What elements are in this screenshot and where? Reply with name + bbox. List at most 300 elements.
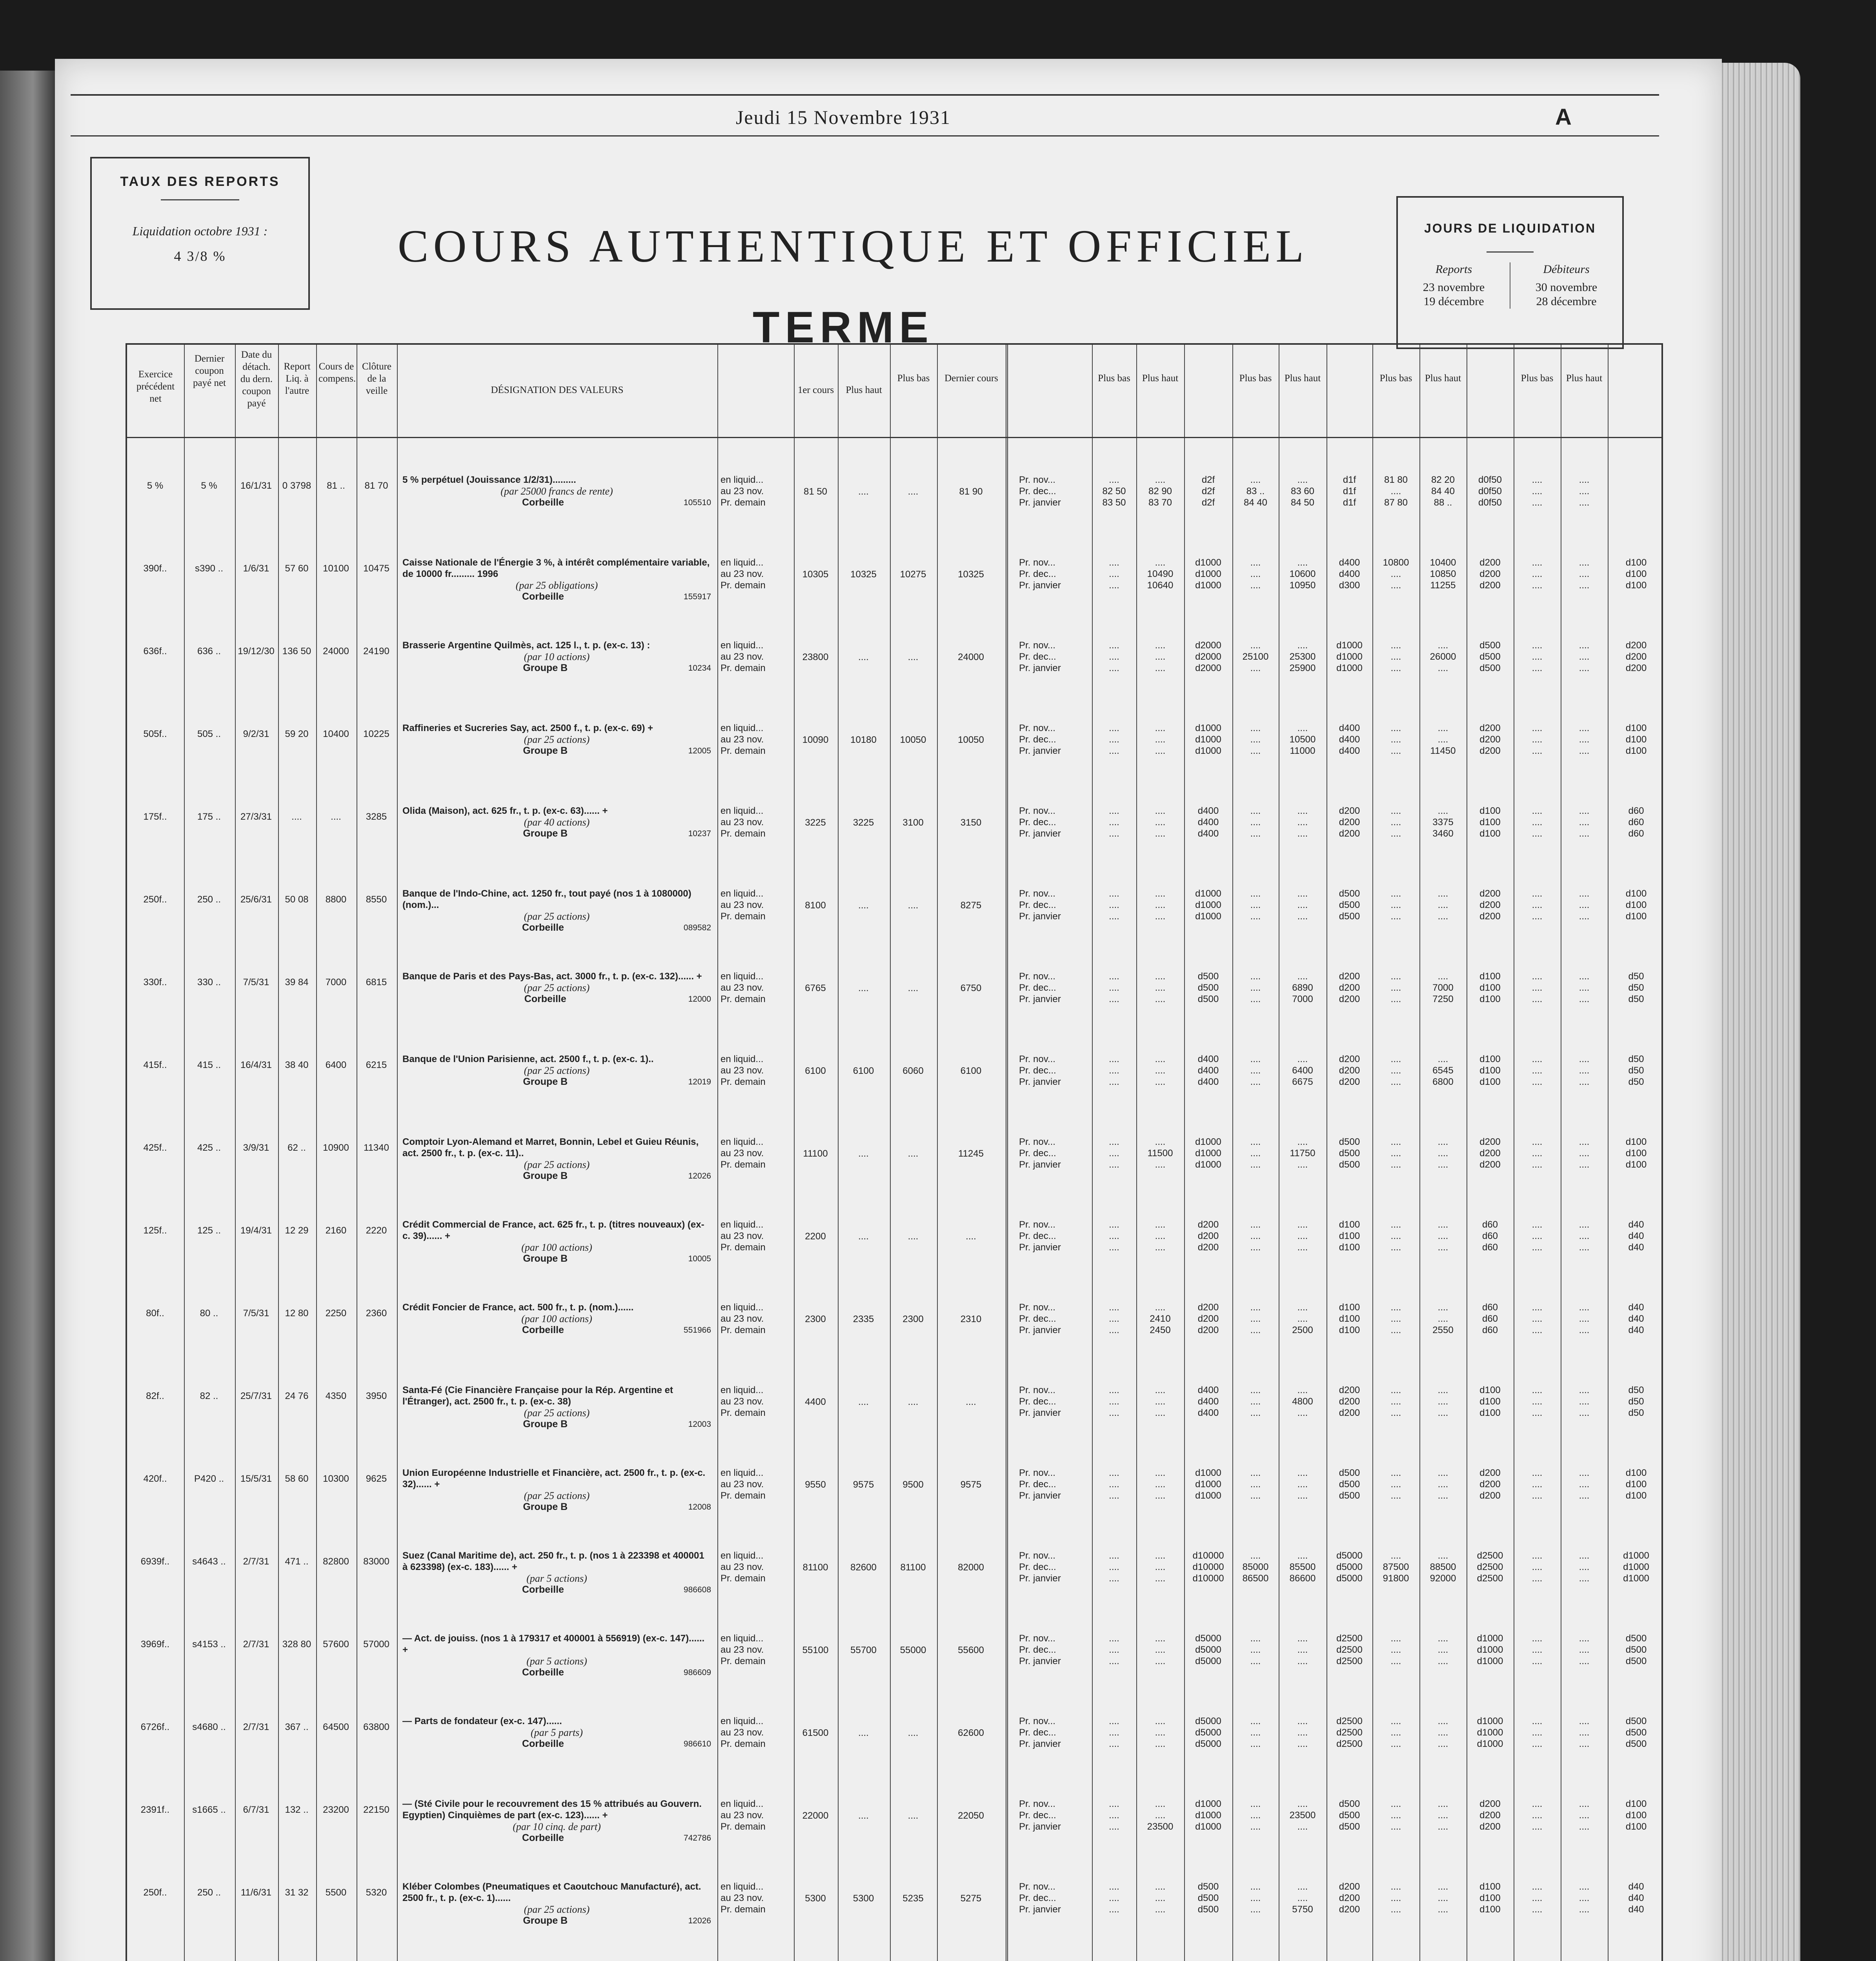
forward-high-value: .... xyxy=(1579,1302,1590,1313)
plus-bas-value: .... xyxy=(908,652,919,662)
plus-haut-value: .... xyxy=(858,1397,869,1407)
premium-value: d5000 xyxy=(1195,1656,1221,1666)
forward-high-values xyxy=(1281,1881,1324,1915)
forward-high-value: .... xyxy=(1437,1633,1448,1644)
forward-low-values xyxy=(1375,805,1417,839)
premium-value: d100 xyxy=(1625,723,1647,733)
settlement-label: au 23 nov. xyxy=(721,1810,764,1821)
forward-low-value: .... xyxy=(1250,580,1261,591)
security-name: Union Européenne Industrielle et Financière, act. 2500 fr., t. p. (ex-c. 32)...... + xyxy=(402,1468,706,1490)
forward-low-value: .... xyxy=(1250,1821,1261,1832)
lot-size: (par 5 parts) xyxy=(531,1727,583,1738)
security-code: 155917 xyxy=(683,592,711,601)
premium-value: d1000 xyxy=(1477,1716,1503,1726)
forward-high-value: .... xyxy=(1297,817,1308,828)
settlement-labels xyxy=(721,557,792,591)
forward-low-values xyxy=(1094,1384,1134,1419)
forward-low-value: .... xyxy=(1250,994,1261,1004)
premium-value: d500 xyxy=(1339,888,1360,899)
forward-high-value: 7250 xyxy=(1432,994,1454,1004)
premium-value: d500 xyxy=(1197,1881,1219,1892)
exercice-value: 3969f.. xyxy=(140,1639,170,1650)
designation xyxy=(402,640,711,674)
forward-low-values xyxy=(1094,557,1134,591)
premium-value: d1000 xyxy=(1195,1799,1221,1809)
premium-value: d400 xyxy=(1197,1385,1219,1395)
dernier-cours-value: 10050 xyxy=(958,735,984,745)
security-code: 089582 xyxy=(683,923,711,932)
premium-value: d60 xyxy=(1482,1242,1498,1253)
plus-bas-value: .... xyxy=(908,1397,919,1407)
plus-haut-value: 6100 xyxy=(853,1066,874,1076)
forward-low-values xyxy=(1516,1384,1558,1419)
forward-high-value: .... xyxy=(1297,1490,1308,1501)
forward-low-value: .... xyxy=(1532,1468,1543,1478)
security-name: Raffineries et Sucreries Say, act. 2500 f., t. p. (ex-c. 69) + xyxy=(402,723,653,733)
premium-value: d40 xyxy=(1628,1881,1644,1892)
forward-low-value: 83 .. xyxy=(1246,486,1265,497)
settlement-label: en liquid... xyxy=(721,971,764,982)
forward-low-value: .... xyxy=(1390,828,1401,839)
designation xyxy=(402,1798,711,1844)
forward-high-value: .... xyxy=(1579,1656,1590,1666)
forward-high-value: 11255 xyxy=(1430,580,1456,591)
forward-low-values xyxy=(1094,1715,1134,1750)
forward-high-value: .... xyxy=(1297,1479,1308,1490)
table-row xyxy=(127,1363,1661,1446)
plus-bas-value: .... xyxy=(908,1728,919,1738)
forward-high-value: .... xyxy=(1579,982,1590,993)
forward-low-value: .... xyxy=(1109,1739,1119,1749)
premium-value: d400 xyxy=(1197,1054,1219,1064)
forward-high-value: .... xyxy=(1297,1468,1308,1478)
designation xyxy=(402,1467,711,1513)
reports-title: TAUX DES REPORTS xyxy=(120,174,280,189)
premium-value: d2500 xyxy=(1336,1716,1363,1726)
designation xyxy=(402,474,711,508)
forward-high-value: .... xyxy=(1437,1219,1448,1230)
forward-high-value: .... xyxy=(1437,1396,1448,1407)
forward-high-value: 82 20 xyxy=(1431,475,1455,485)
forward-low-values xyxy=(1516,1136,1558,1170)
forward-high-value: .... xyxy=(1297,911,1308,922)
security-code: 105510 xyxy=(683,498,711,507)
forward-low-value: .... xyxy=(1532,1490,1543,1501)
settlement-label: au 23 nov. xyxy=(721,1893,764,1903)
forward-high-value: .... xyxy=(1297,557,1308,568)
premium-value: d200 xyxy=(1479,746,1501,756)
lot-size: (par 25 obligations) xyxy=(515,580,598,591)
liquidation-debiteurs-date: 30 novembre xyxy=(1535,281,1598,294)
forward-low-value: .... xyxy=(1250,1468,1261,1478)
premium-values xyxy=(1469,1467,1511,1501)
premium-values xyxy=(1610,1881,1662,1915)
forward-high-value: 7000 xyxy=(1432,982,1454,993)
table-row xyxy=(127,784,1661,866)
forward-low-value: .... xyxy=(1532,994,1543,1004)
forward-high-value: .... xyxy=(1437,1490,1448,1501)
forward-high-value: 82 90 xyxy=(1148,486,1172,497)
forward-high-values xyxy=(1422,1550,1464,1584)
forward-low-value: .... xyxy=(1109,900,1119,910)
forward-month-label: Pr. dec... xyxy=(1019,1479,1056,1490)
cloture-value: 8550 xyxy=(366,894,387,905)
report-value: 12 29 xyxy=(285,1225,309,1236)
forward-month-label: Pr. nov... xyxy=(1019,1219,1055,1230)
forward-high-values xyxy=(1139,1798,1182,1832)
premium-value: d2500 xyxy=(1336,1727,1363,1738)
forward-month-labels xyxy=(1019,805,1090,839)
forward-high-value: .... xyxy=(1297,1716,1308,1726)
premium-value: d200 xyxy=(1339,1893,1360,1903)
date-value: 2/7/31 xyxy=(243,1556,269,1567)
security-code: 10005 xyxy=(688,1254,711,1263)
forward-high-value: 88500 xyxy=(1430,1562,1456,1572)
premium-value: d1000 xyxy=(1336,640,1363,651)
market-group: Corbeille xyxy=(524,993,566,1004)
forward-low-values xyxy=(1235,1550,1276,1584)
forward-month-label: Pr. dec... xyxy=(1019,1562,1056,1572)
forward-high-values xyxy=(1281,722,1324,757)
forward-low-value: .... xyxy=(1532,746,1543,756)
col-head-plus-haut: Plus haut xyxy=(1284,373,1321,384)
forward-low-value: .... xyxy=(1250,1656,1261,1666)
premium-values xyxy=(1186,1798,1230,1832)
forward-low-value: .... xyxy=(1109,971,1119,982)
forward-low-values xyxy=(1094,1302,1134,1336)
premium-value: d200 xyxy=(1479,569,1501,579)
premium-values xyxy=(1469,1881,1511,1915)
forward-high-value: .... xyxy=(1155,1490,1166,1501)
forward-high-value: .... xyxy=(1437,1893,1448,1903)
premium-value: d100 xyxy=(1479,1054,1501,1064)
settlement-label: en liquid... xyxy=(721,723,764,733)
premium-value: d1000 xyxy=(1195,888,1221,899)
premium-value: d400 xyxy=(1197,817,1219,828)
market-group: Corbeille xyxy=(522,1584,564,1595)
forward-high-value: .... xyxy=(1437,1727,1448,1738)
forward-low-values xyxy=(1235,1384,1276,1419)
forward-high-values xyxy=(1139,1219,1182,1253)
settlement-labels xyxy=(721,1136,792,1170)
forward-low-value: .... xyxy=(1250,1490,1261,1501)
lot-size: (par 25 actions) xyxy=(524,1904,590,1915)
forward-high-values xyxy=(1563,1467,1605,1501)
header-date: Jeudi 15 Novembre 1931 xyxy=(735,106,951,128)
premium-value: d400 xyxy=(1197,1065,1219,1076)
premium-value: d200 xyxy=(1339,817,1360,828)
forward-low-value: .... xyxy=(1250,1325,1261,1335)
dernier-cours-value: 6750 xyxy=(960,983,982,993)
plus-bas-value: 81100 xyxy=(900,1562,926,1573)
plus-bas-value: 5235 xyxy=(903,1893,924,1904)
forward-low-value: .... xyxy=(1532,1325,1543,1335)
premium-value: d50 xyxy=(1628,1396,1644,1407)
premium-values xyxy=(1329,474,1370,508)
forward-high-values xyxy=(1281,474,1324,508)
forward-low-values xyxy=(1375,1798,1417,1832)
settlement-labels xyxy=(721,1384,792,1419)
premium-values xyxy=(1329,805,1370,839)
forward-high-value: .... xyxy=(1579,1573,1590,1584)
forward-high-value: .... xyxy=(1437,806,1448,816)
forward-month-label: Pr. janvier xyxy=(1019,1325,1061,1335)
market-group: Corbeille xyxy=(522,1832,564,1843)
plus-bas-value: 9500 xyxy=(903,1479,924,1490)
forward-high-value: .... xyxy=(1155,994,1166,1004)
forward-low-value: 83 50 xyxy=(1102,497,1126,508)
premium-value: d1000 xyxy=(1477,1739,1503,1749)
forward-low-value: .... xyxy=(1250,475,1261,485)
premium-value: d500 xyxy=(1339,900,1360,910)
forward-month-label: Pr. janvier xyxy=(1019,746,1061,756)
forward-high-value: .... xyxy=(1437,1408,1448,1418)
premium-value: d0f50 xyxy=(1478,486,1502,497)
premium-values xyxy=(1610,1384,1662,1419)
forward-low-value: .... xyxy=(1390,1904,1401,1915)
compens-value: 57600 xyxy=(323,1639,349,1650)
lot-size: (par 25 actions) xyxy=(524,982,590,993)
premium-values xyxy=(1186,805,1230,839)
plus-bas-value: .... xyxy=(908,1148,919,1159)
date-value: 16/1/31 xyxy=(240,480,272,491)
forward-low-value: .... xyxy=(1109,1325,1119,1335)
forward-high-value: .... xyxy=(1155,1302,1166,1313)
exercice-value: 6726f.. xyxy=(140,1722,170,1732)
premier-cours-value: 9550 xyxy=(805,1479,826,1490)
forward-high-values xyxy=(1139,1550,1182,1584)
forward-low-value: .... xyxy=(1109,888,1119,899)
premium-values xyxy=(1329,1550,1370,1584)
forward-low-value: .... xyxy=(1532,663,1543,673)
forward-low-value: .... xyxy=(1250,557,1261,568)
settlement-label: en liquid... xyxy=(721,1799,764,1809)
forward-low-value: .... xyxy=(1109,1219,1119,1230)
premium-value: d200 xyxy=(1479,900,1501,910)
security-name: Comptoir Lyon-Alemand et Marret, Bonnin, Lebel et Guieu Réunis, act. 2500 fr., t. p. (ex-c. 11).. xyxy=(402,1137,699,1159)
premium-value: d200 xyxy=(1339,806,1360,816)
settlement-label: au 23 nov. xyxy=(721,900,764,910)
forward-low-value: .... xyxy=(1532,971,1543,982)
forward-high-values xyxy=(1281,888,1324,922)
premium-values xyxy=(1469,640,1511,674)
exercice-value: 250f.. xyxy=(143,1887,167,1898)
premium-values xyxy=(1329,557,1370,591)
forward-high-value: .... xyxy=(1437,1054,1448,1064)
col-head-dernier-cours: Dernier cours xyxy=(944,373,998,384)
forward-low-value: .... xyxy=(1390,1242,1401,1253)
forward-high-values xyxy=(1422,722,1464,757)
report-value: 50 08 xyxy=(285,894,309,905)
table-row xyxy=(127,1611,1661,1694)
security-name: Banque de Paris et des Pays-Bas, act. 3000 fr., t. p. (ex-c. 132)...... + xyxy=(402,971,702,982)
forward-low-value: .... xyxy=(1250,1716,1261,1726)
forward-high-value: .... xyxy=(1579,1065,1590,1076)
forward-high-value: .... xyxy=(1155,1799,1166,1809)
forward-high-values xyxy=(1422,1715,1464,1750)
plus-haut-value: .... xyxy=(858,486,869,497)
coupon-value: P420 .. xyxy=(194,1473,224,1484)
plus-bas-value: 55000 xyxy=(900,1645,926,1655)
premium-value: d200 xyxy=(1479,1148,1501,1159)
premium-values xyxy=(1469,557,1511,591)
forward-month-labels xyxy=(1019,1798,1090,1832)
premium-values xyxy=(1469,1302,1511,1336)
forward-high-value: 84 50 xyxy=(1290,497,1315,508)
lot-size: (par 5 actions) xyxy=(526,1573,587,1584)
forward-low-value: .... xyxy=(1250,817,1261,828)
premium-value: d100 xyxy=(1479,994,1501,1004)
forward-low-value: .... xyxy=(1532,982,1543,993)
forward-high-values xyxy=(1422,1798,1464,1832)
designation xyxy=(402,805,711,839)
forward-high-value: .... xyxy=(1437,1739,1448,1749)
forward-high-value: .... xyxy=(1579,828,1590,839)
forward-low-value: .... xyxy=(1109,580,1119,591)
forward-high-value: .... xyxy=(1155,1219,1166,1230)
forward-high-value: .... xyxy=(1579,994,1590,1004)
forward-low-value: .... xyxy=(1109,1893,1119,1903)
forward-low-value: .... xyxy=(1532,1573,1543,1584)
premium-values xyxy=(1186,1467,1230,1501)
premium-values xyxy=(1186,1302,1230,1336)
compens-value: 10300 xyxy=(323,1473,349,1484)
forward-high-value: .... xyxy=(1437,1137,1448,1147)
cloture-value: 11340 xyxy=(364,1142,389,1153)
premium-value: d100 xyxy=(1625,1468,1647,1478)
premium-value: d500 xyxy=(1625,1716,1647,1726)
forward-month-label: Pr. nov... xyxy=(1019,557,1055,568)
premium-value: d100 xyxy=(1625,580,1647,591)
forward-low-values xyxy=(1235,1219,1276,1253)
premium-value: d100 xyxy=(1479,1065,1501,1076)
forward-low-values xyxy=(1235,1053,1276,1088)
forward-high-value: .... xyxy=(1297,828,1308,839)
premium-values xyxy=(1329,1715,1370,1750)
security-code: 12008 xyxy=(688,1503,711,1512)
premium-value: d200 xyxy=(1197,1242,1219,1253)
cloture-value: 63800 xyxy=(363,1722,389,1732)
premium-value: d400 xyxy=(1197,1408,1219,1418)
lot-size: (par 100 actions) xyxy=(521,1242,592,1253)
forward-high-values xyxy=(1281,1219,1324,1253)
forward-low-value: .... xyxy=(1532,651,1543,662)
premium-values xyxy=(1469,1550,1511,1584)
premium-values xyxy=(1469,1715,1511,1750)
premium-value: d400 xyxy=(1339,557,1360,568)
forward-high-value: 6800 xyxy=(1432,1077,1454,1087)
liquidation-title: JOURS DE LIQUIDATION xyxy=(1424,221,1596,235)
premium-values xyxy=(1186,474,1230,508)
settlement-label: au 23 nov. xyxy=(721,569,764,579)
forward-high-value: .... xyxy=(1579,1821,1590,1832)
settlement-label: au 23 nov. xyxy=(721,1562,764,1572)
forward-high-value: 86600 xyxy=(1289,1573,1316,1584)
premier-cours-value: 10090 xyxy=(802,735,829,745)
market-group: Corbeille xyxy=(522,591,564,602)
premium-value: d100 xyxy=(1479,828,1501,839)
forward-high-value: .... xyxy=(1579,1242,1590,1253)
compens-value: 5500 xyxy=(325,1887,347,1898)
premium-value: d100 xyxy=(1625,746,1647,756)
premium-values xyxy=(1469,1633,1511,1667)
forward-high-value: .... xyxy=(1297,475,1308,485)
forward-low-value: .... xyxy=(1250,1396,1261,1407)
forward-low-value: .... xyxy=(1532,1904,1543,1915)
forward-high-value: 11750 xyxy=(1290,1148,1316,1159)
forward-high-values xyxy=(1563,722,1605,757)
forward-month-label: Pr. nov... xyxy=(1019,806,1055,816)
premium-value: d500 xyxy=(1197,971,1219,982)
liquidation-reports-col xyxy=(1398,262,1510,309)
premium-value: d200 xyxy=(1625,651,1647,662)
exercice-value: 420f.. xyxy=(143,1473,167,1484)
forward-month-label: Pr. janvier xyxy=(1019,1242,1061,1253)
dernier-cours-value: 10325 xyxy=(958,569,984,580)
forward-low-value: .... xyxy=(1532,640,1543,651)
coupon-value: s4153 .. xyxy=(192,1639,226,1650)
forward-high-value: .... xyxy=(1155,1904,1166,1915)
forward-low-values xyxy=(1094,1633,1134,1667)
lot-size: (par 25 actions) xyxy=(524,1407,590,1419)
forward-low-value: .... xyxy=(1250,1550,1261,1561)
premium-value: d100 xyxy=(1625,734,1647,745)
forward-high-value: .... xyxy=(1155,1159,1166,1170)
forward-high-value: 92000 xyxy=(1430,1573,1456,1584)
plus-bas-value: .... xyxy=(908,1231,919,1242)
settlement-label: au 23 nov. xyxy=(721,1644,764,1655)
forward-month-label: Pr. janvier xyxy=(1019,1408,1061,1418)
forward-low-value: .... xyxy=(1390,1159,1401,1170)
forward-low-value: .... xyxy=(1109,1904,1119,1915)
forward-low-value: .... xyxy=(1250,1479,1261,1490)
premium-value: d100 xyxy=(1479,1408,1501,1418)
forward-low-value: .... xyxy=(1109,746,1119,756)
premium-value: d5000 xyxy=(1195,1644,1221,1655)
forward-low-values xyxy=(1516,1633,1558,1667)
premium-value: d200 xyxy=(1479,1821,1501,1832)
forward-low-value: .... xyxy=(1390,1148,1401,1159)
premium-value: d1000 xyxy=(1336,651,1363,662)
forward-low-value: .... xyxy=(1109,1644,1119,1655)
forward-low-value: .... xyxy=(1532,1137,1543,1147)
premium-value: d1000 xyxy=(1477,1656,1503,1666)
settlement-labels xyxy=(721,1798,792,1832)
forward-high-value: .... xyxy=(1155,1385,1166,1395)
premium-value: d500 xyxy=(1197,1893,1219,1903)
forward-low-value: .... xyxy=(1109,817,1119,828)
table-row xyxy=(127,535,1661,618)
premium-value: d500 xyxy=(1479,651,1501,662)
forward-high-value: .... xyxy=(1155,1396,1166,1407)
forward-month-label: Pr. nov... xyxy=(1019,1881,1055,1892)
forward-low-value: .... xyxy=(1390,1313,1401,1324)
premium-value: d60 xyxy=(1482,1219,1498,1230)
designation xyxy=(402,1384,711,1430)
forward-high-values xyxy=(1563,1715,1605,1750)
forward-low-values xyxy=(1094,1219,1134,1253)
premium-value: d60 xyxy=(1628,828,1644,839)
forward-high-value: .... xyxy=(1579,1799,1590,1809)
forward-low-value: .... xyxy=(1390,1468,1401,1478)
premium-value: d2500 xyxy=(1336,1633,1363,1644)
forward-month-label: Pr. dec... xyxy=(1019,1231,1056,1241)
premium-value: d40 xyxy=(1628,1893,1644,1903)
forward-high-value: .... xyxy=(1297,1881,1308,1892)
forward-high-value: .... xyxy=(1579,1550,1590,1561)
col-head-plus-bas: Plus bas xyxy=(1379,373,1412,384)
premium-value: d2000 xyxy=(1195,651,1221,662)
